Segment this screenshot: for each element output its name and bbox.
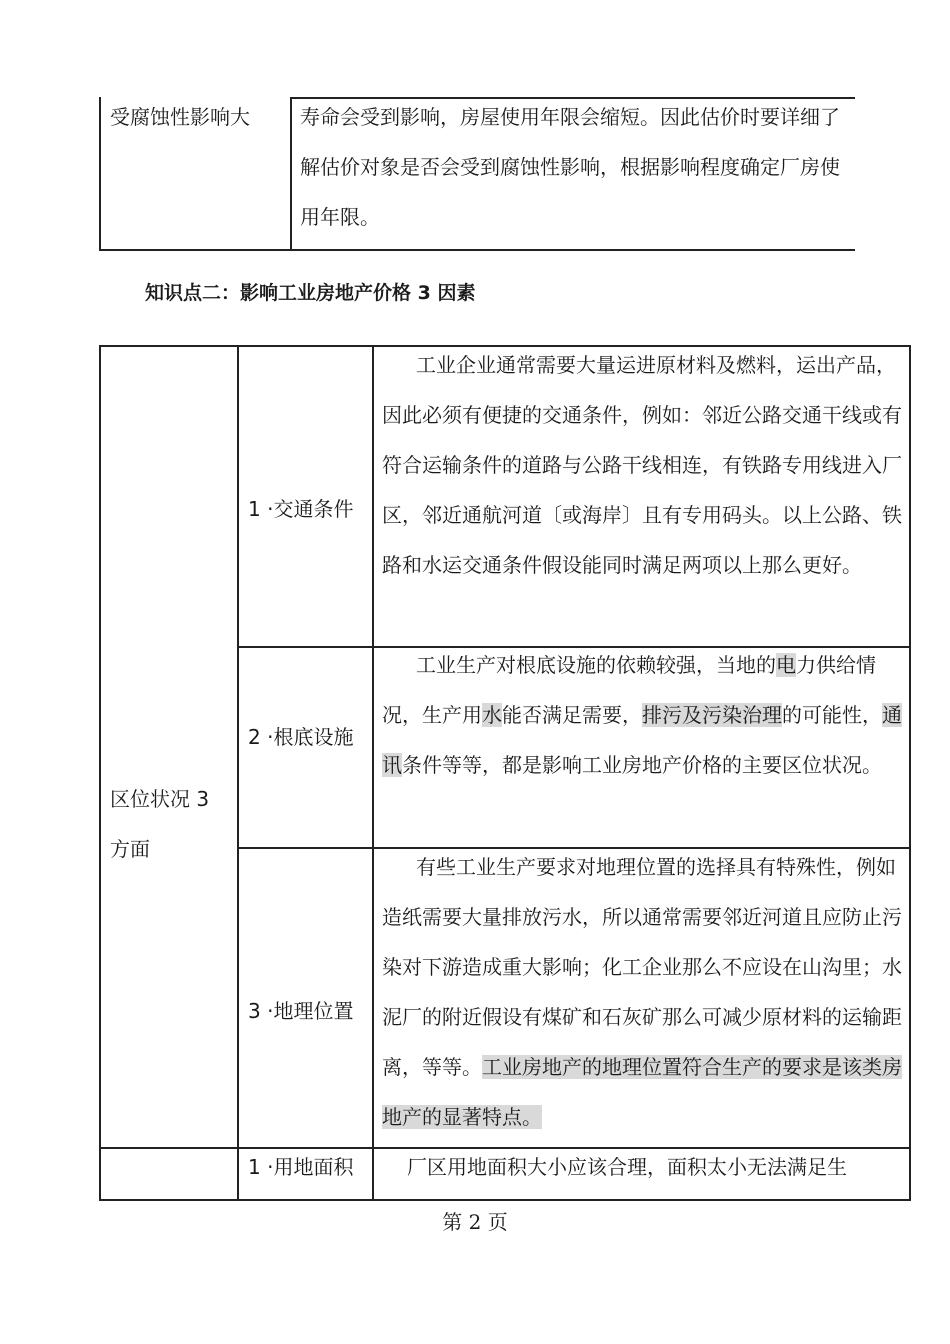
main-table-col2-divider (372, 345, 374, 1201)
sub-label-land-area: 1 ·用地面积 (248, 1155, 354, 1179)
section-heading: 知识点二：影响工业房地产价格 3 因素 (145, 282, 476, 304)
content-geography-text: 有些工业生产要求对地理位置的选择具有特殊性，例如造纸需要大量排放污水，所以通常需要邻近河道且应防止污染对下游造成重大影响；化工企业那么不应设在山沟里；水泥厂的附近假设有煤矿和石灰矿那么可减少原材料的运输距离，等等。 (382, 855, 902, 1079)
content-infrastructure-text-5: 条件等等，都是影响工业房地产价格的主要区位状况。 (402, 753, 882, 777)
top-table-divider (290, 97, 292, 251)
content-land-area (382, 1142, 904, 1192)
content-infrastructure-text-4: 的可能性， (782, 703, 882, 727)
content-infrastructure-text-3: 能否满足需要， (502, 703, 642, 727)
main-table-right-border (909, 345, 911, 1201)
content-transport (382, 340, 904, 590)
content-infrastructure (382, 640, 904, 790)
main-table-bottom-border (99, 1199, 911, 1201)
top-table-border-left (99, 97, 101, 251)
content-infrastructure-text-1: 工业生产对根底设施的依赖较强，当地的 (416, 653, 776, 677)
content-transport-text: 工业企业通常需要大量运进原材料及燃料，运出产品，因此必须有便捷的交通条件，例如：邻近公路交通干线或有符合运输条件的道路与公路干线相连，有铁路专用线进入厂区，邻近通航河道〔或海岸〕且有专用码头。以上公路、铁路和水运交通条件假设能同时满足两项以上那么更好。 (382, 353, 902, 577)
top-table-bottom-border (99, 249, 855, 251)
highlight-electricity: 电 (776, 653, 796, 677)
sub-label-infrastructure: 2 ·根底设施 (248, 725, 354, 749)
sub-label-geography: 3 ·地理位置 (248, 999, 354, 1023)
row-label-location: 区位状况 3 方面 (110, 787, 210, 861)
top-table-right-cell: 寿命会受到影响，房屋使用年限会缩短。因此估价时要详细了解估价对象是否会受到腐蚀性影响，根据影响程度确定厂房使用年限。 (300, 105, 840, 229)
highlight-geography-conclusion: 工业房地产的地理位置符合生产的要求是该类房地产的显著特点。 (382, 1055, 902, 1129)
page-number: 第 2 页 (442, 1210, 508, 1234)
content-geography (382, 842, 904, 1142)
main-table-col1-divider (237, 345, 239, 1201)
highlight-sewage: 排污及污染治理 (642, 703, 782, 727)
top-table-left-cell: 受腐蚀性影响大 (110, 105, 250, 129)
main-table-left-border (99, 345, 101, 1201)
highlight-water: 水 (482, 703, 502, 727)
sub-label-transport: 1 ·交通条件 (248, 497, 354, 521)
content-infrastructure-text-2: 力供给情况，生产用 (382, 653, 876, 727)
highlight-communication: 通讯 (382, 703, 902, 777)
content-land-area-text: 厂区用地面积大小应该合理，面积太小无法满足生 (407, 1155, 847, 1179)
